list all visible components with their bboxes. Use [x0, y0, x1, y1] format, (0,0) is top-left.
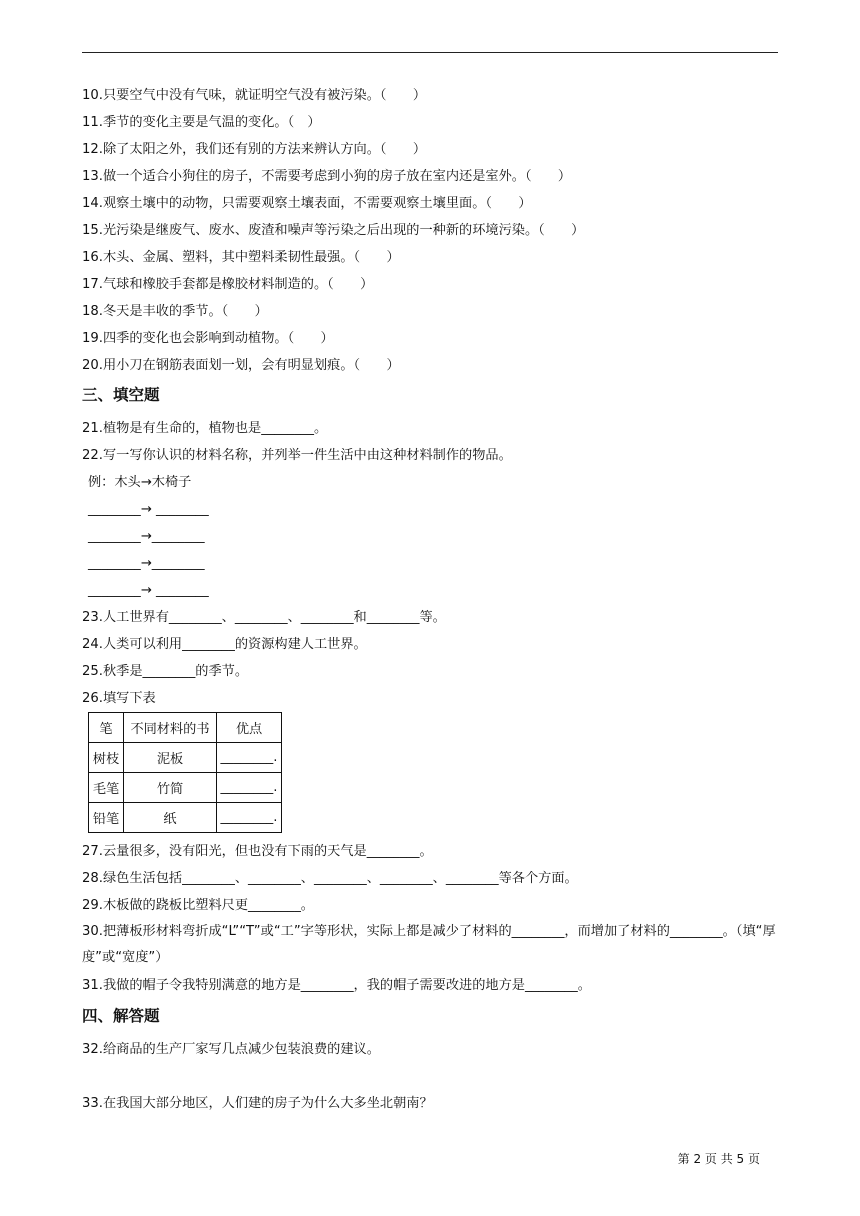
question-17: 17.气球和橡胶手套都是橡胶材料制造的。（ ） [82, 277, 374, 292]
question-29: 29.木板做的跷板比塑料尺更________。 [82, 898, 314, 913]
question-15: 15.光污染是继废气、废水、废渣和噪声等污染之后出现的一种新的环境污染。（ ） [82, 223, 585, 238]
table-cell: 树枝 [89, 743, 124, 773]
question-23: 23.人工世界有________、________、________和________等。 [82, 610, 446, 625]
table-header-cell: 不同材料的书 [124, 713, 217, 743]
header-rule [82, 52, 778, 53]
question-19: 19.四季的变化也会影响到动植物。（ ） [82, 331, 334, 346]
question-22-blank-1: ________→ ________ [88, 502, 209, 517]
table-row [89, 743, 282, 773]
table-header-cell: 优点 [217, 713, 282, 743]
table-cell-blank: ________. [217, 773, 282, 803]
question-31: 31.我做的帽子令我特别满意的地方是________，我的帽子需要改进的地方是________。 [82, 978, 591, 993]
question-26: 26.填写下表 [82, 691, 156, 706]
section-heading-answer: 四、解答题 [82, 1007, 160, 1025]
question-32: 32.给商品的生产厂家写几点减少包装浪费的建议。 [82, 1042, 380, 1057]
question-22-blank-3: ________→________ [88, 556, 205, 571]
question-10: 10.只要空气中没有气味，就证明空气没有被污染。（ ） [82, 88, 427, 103]
question-24: 24.人类可以利用________的资源构建人工世界。 [82, 637, 367, 652]
table-cell: 竹简 [124, 773, 217, 803]
table-cell: 纸 [124, 803, 217, 833]
table-cell: 毛笔 [89, 773, 124, 803]
question-16: 16.木头、金属、塑料，其中塑料柔韧性最强。（ ） [82, 250, 400, 265]
question-25: 25.秋季是________的季节。 [82, 664, 249, 679]
question-13: 13.做一个适合小狗住的房子，不需要考虑到小狗的房子放在室内还是室外。（ ） [82, 169, 572, 184]
page-number: 第 2 页 共 5 页 [677, 1152, 760, 1166]
question-22-example: 例：木头→木椅子 [88, 475, 192, 490]
question-22-blank-4: ________→ ________ [88, 583, 209, 598]
question-11: 11.季节的变化主要是气温的变化。（ ） [82, 115, 321, 130]
question-28: 28.绿色生活包括________、________、________、________、________等各个方面。 [82, 871, 578, 886]
question-22-blank-2: ________→________ [88, 529, 205, 544]
question-14: 14.观察土壤中的动物，只需要观察土壤表面，不需要观察土壤里面。（ ） [82, 196, 532, 211]
question-20: 20.用小刀在钢筋表面划一划，会有明显划痕。（ ） [82, 358, 400, 373]
question-22: 22.写一写你认识的材料名称，并列举一件生活中由这种材料制作的物品。 [82, 448, 512, 463]
table-cell: 泥板 [124, 743, 217, 773]
table-cell: 铅笔 [89, 803, 124, 833]
table-header-row [89, 713, 282, 743]
table-cell-blank: ________. [217, 803, 282, 833]
question-33: 33.在我国大部分地区，人们建的房子为什么大多坐北朝南？ [82, 1096, 433, 1111]
table-row [89, 803, 282, 833]
section-heading-fill-blank: 三、填空题 [82, 386, 160, 404]
table-row [89, 773, 282, 803]
question-27: 27.云量很多，没有阳光，但也没有下雨的天气是________。 [82, 844, 433, 859]
table-header-cell: 笔 [89, 713, 124, 743]
question-18: 18.冬天是丰收的季节。（ ） [82, 304, 268, 319]
question-30: 30.把薄板形材料弯折成“L”“T”或“工”字等形状，实际上都是减少了材料的________，而增加了材料的________。（填“厚度”或“宽度”） [82, 924, 776, 965]
table-cell-blank: ________. [217, 743, 282, 773]
materials-table [88, 712, 282, 833]
question-21: 21.植物是有生命的，植物也是________。 [82, 421, 328, 436]
question-12: 12.除了太阳之外，我们还有别的方法来辨认方向。（ ） [82, 142, 427, 157]
